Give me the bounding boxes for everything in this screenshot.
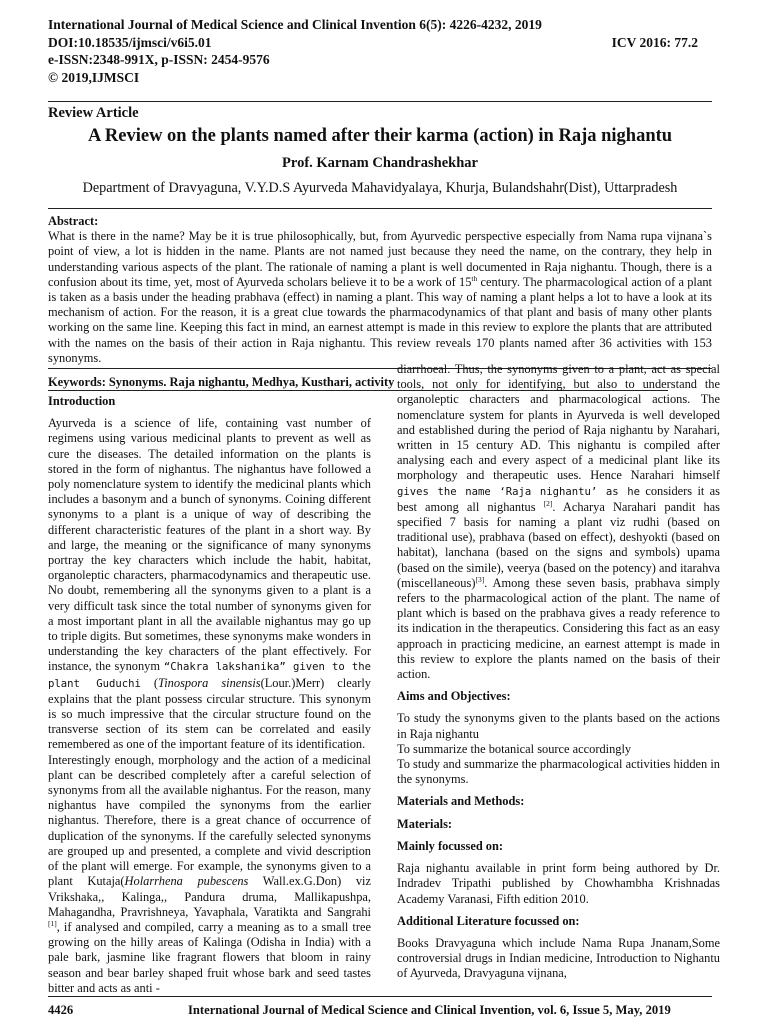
right-column — [397, 362, 720, 989]
footer-rule — [48, 996, 712, 997]
aim-item: To summarize the botanical source accordingly — [397, 741, 632, 756]
footer-journal: International Journal of Medical Science and Clinical Invention, vol. 6, Issue 5, May, 2019 — [188, 1003, 671, 1017]
icv-score: ICV 2016: 77.2 — [611, 34, 698, 50]
aim-item: To study the synonyms given to the plants based on the actions in Raja nighantu — [397, 711, 720, 741]
journal-citation: International Journal of Medical Science and Clinical Invention 6(5): 4226-4232, 2019 — [48, 17, 542, 32]
abstract-label: Abstract: — [48, 214, 99, 228]
issn: e-ISSN:2348-991X, p-ISSN: 2454-9576 — [48, 52, 270, 67]
journal-header — [48, 16, 712, 86]
article-type: Review Article — [48, 105, 139, 121]
additional-literature-text: Books Dravyaguna which include Nama Rupa Jnanam,Some controversial drugs in Indian medicine, Introduction to Nighantu of Ayurveda, Dravyaguna vijnana, — [397, 935, 720, 981]
abstract-top-rule — [48, 208, 712, 209]
aims-list — [397, 711, 720, 787]
left-column — [48, 394, 371, 996]
doi: DOI:10.18535/ijmsci/v6i5.01 — [48, 34, 212, 50]
article-title: A Review on the plants named after their karma (action) in Raja nighantu — [87, 126, 673, 146]
author-name: Prof. Karnam Chandrashekhar — [282, 155, 478, 171]
abstract: Abstract: What is there in the name? May be it is true philosophically, but, from Ayurvedic perspective especially from Nama rupa vijnana`s point of view, a lot is hidden in the name. Plants are not named just because they need the name, on the contrary, they help in understanding various aspects of the plant. The rationale of naming a plant is well documented in Raja nighantu. Though, there is a confusion about its time, yet, most of Ayurveda scholars believe it to be a work of 15th century. The pharmacological action of a plant is taken as a basis under the heading prabhava (effect) in naming a plant. This way of naming a plant helps a lot to have a look at its mechanism of action. For the reason, it is a great clue towards the pharmacodynamics of that plant and basis of many other plants working on the same line. Keeping this fact in mind, an earnest attempt is made in this review to explore the plants that are attributed with the names on the basis of their action in Raja nighantu. This review reveals 170 plants named after 36 activities with 153 synonyms. — [48, 214, 712, 365]
aims-heading: Aims and Objectives: — [397, 689, 511, 704]
aim-item: To study and summarize the pharmacological activities hidden in the synonyms. — [397, 757, 720, 787]
introduction-heading: Introduction — [48, 394, 116, 408]
intro-paragraph-1: Ayurveda is a science of life, containing vast number of regimens using various medicinal plants to prevent as well as cure the diseases. The detailed information on the plants is stored in the form of nighantus. The nighantus have followed a poly nomenclature system to identify the medicinal plants which includes a basonym and a bunch of synonyms. Coining different synonyms to a plant is a unique of way of describing the different characteristic features of the plant in a short way. By and large, the meaning or the significance of many synonyms portray the key characters which include the habit, habitat, organoleptic characters, pharmacodynamics and therapeutic use. No doubt, remembering all the synonyms given to a plant is a very difficult task since the total number of synonyms given for a most important plant in all the available nighantus may go up to triple digits. But sometimes, these synonyms make wonders in understanding the key characters of the plant effectively. For instance, the synonym “Chakra lakshanika” given to the plant Guduchi (Tinospora sinensis(Lour.)Merr) clearly explains that the plant possess circular structure. This synonym is so much impressive that the circular structure found on the transverse section of its stem can be correlated and easily remembered as one of the important feature of its identification. — [48, 416, 371, 752]
keywords: Keywords: Synonyms. Raja nighantu, Medhya, Kusthari, activity — [48, 375, 395, 389]
materials-heading: Materials: — [397, 816, 453, 831]
author-affiliation: Department of Dravyaguna, V.Y.D.S Ayurveda Mahavidyalaya, Khurja, Bulandshahr(Dist), Uttarpradesh — [82, 180, 678, 196]
copyright: © 2019,IJMSCI — [48, 69, 140, 85]
page-number: 4426 — [48, 1003, 74, 1017]
intro-paragraph-2: Interestingly enough, morphology and the action of a medicinal plant can be described completely after a careful selection of synonyms from all the available nighantus. For the reason, many nighantus have compiled the synonyms from the earlier nighantus. Therefore, there is a great chance of occurrence of duplication of the synonyms. If the carefully selected synonyms are grouped up and presented, a complete and vivid description of the plant will emerge. For example, the synonyms given to a plant Kutaja(Holarrhena pubescens Wall.ex.G.Don) viz Vrikshaka,, Kalinga,, Pandura druma, Mallikapushpa, Mahagandha, Pravrishneya, Yavaphala, Varatikta and Sangrahi [1], if analysed and compiled, carry a meaning as to a small tree growing on the hilly areas of Kalinga (Odisha in India) with a pale bark, jasmine like fragrant flowers that bloom in rainy season and bear barley shaped fruit whose bark and seed tastes bitter and acts as anti - — [48, 752, 371, 995]
intro-paragraph-3: diarrhoeal. Thus, the synonyms given to a plant, act as special tools, not only for identifying, but also to understand the organoleptic characters and pharmacological actions. The nomenclature system for plants in Ayurveda is well developed and established during the period of Raja nighantu by Narahari, written in 15 century AD. This nighantu is compiled after analysing each and every aspect of a medicinal plant like its morphology and therapeutic uses. Hence Narahari himself gives the name ‘Raja nighantu’ as he considers it as best among all nighantus [2]. Acharya Narahari pandit has specified 7 basis for naming a plant viz rudhi (based on traditional use), prabhava (based on effect), deshyokti (based on habitat), lanchana (based on the signs and symbols) upama (based on the simile), veerya (based on the potency) and itarahva (miscellaneous)[3]. Among these seven basis, prabhava simply refers to the pharmacological action of the plant. The name of plant which is based on the prabhava gives a ready reference to its indication in the therapeutics. Considering this fact as an easy approach in practicing medicine, an earnest attempt is made in this review to explore the plants named on the basis of their action. — [397, 362, 720, 682]
materials-methods-heading: Materials and Methods: — [397, 794, 525, 809]
mainly-focussed-heading: Mainly focussed on: — [397, 838, 504, 853]
mainly-focussed-text: Raja nighantu available in print form being authored by Dr. Indradev Tripathi published by Chowhambha Krishnadas Academy Varanasi, Fifth edition 2010. — [397, 861, 720, 906]
additional-literature-heading: Additional Literature focussed on: — [397, 913, 580, 928]
header-rule — [48, 101, 712, 102]
